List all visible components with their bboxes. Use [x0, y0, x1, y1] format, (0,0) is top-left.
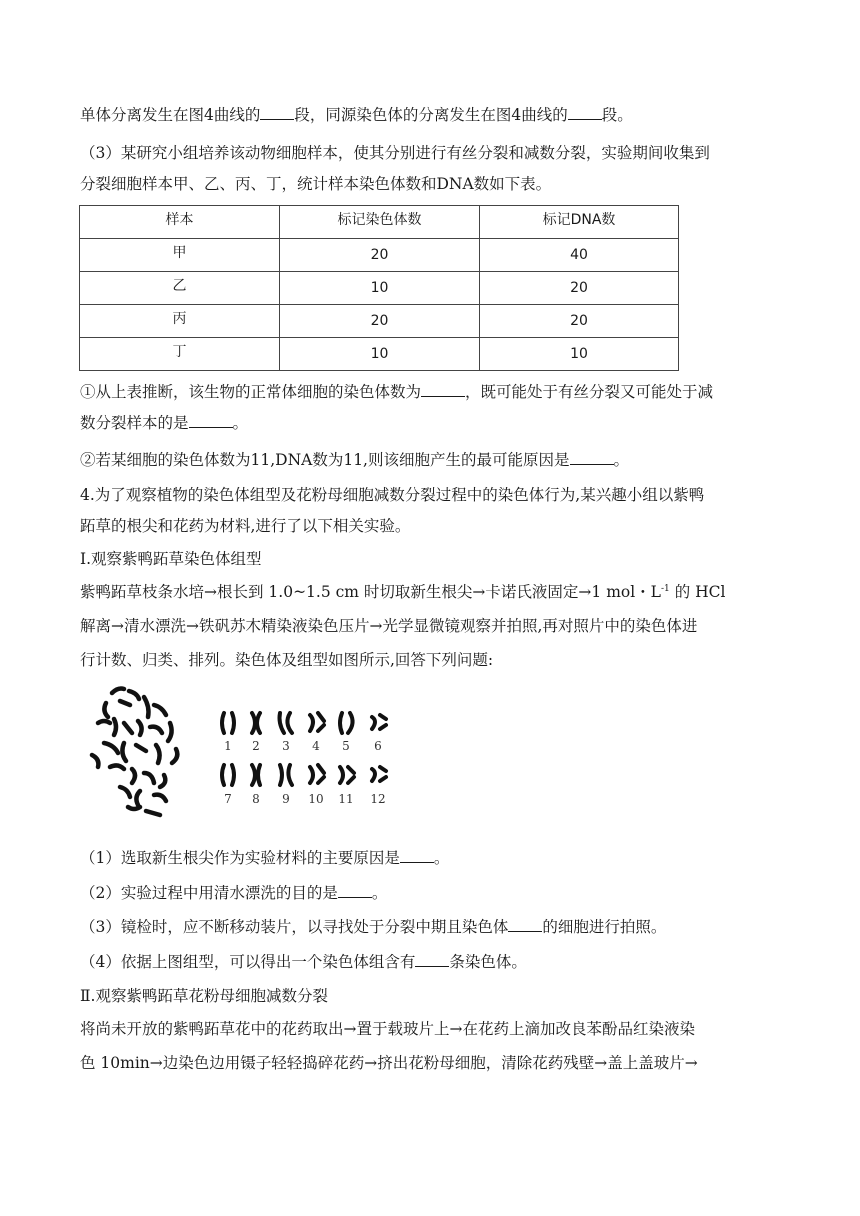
chromosome-karyotype-figure — [84, 683, 414, 829]
karyotype-label: 1 — [224, 739, 232, 753]
karyotype-label: 7 — [224, 792, 232, 806]
text-line: 跖草的根尖和花药为材料,进行了以下相关实验。 — [80, 517, 411, 535]
text-line — [80, 952, 780, 972]
answer-blank[interactable] — [189, 413, 233, 428]
sample-table — [79, 205, 679, 371]
answer-blank[interactable] — [400, 848, 434, 863]
text-line: 将尚未开放的紫鸭跖草花中的花药取出→置于载玻片上→在花药上滴加改良苯酚品红染液染 — [80, 1020, 695, 1038]
text-segment: 的细胞进行拍照。 — [542, 918, 667, 936]
table-cell: 20 — [280, 239, 480, 272]
text-segment: 的 HCl — [669, 583, 726, 601]
text-segment: ，既可能处于有丝分裂又可能处于减 — [465, 383, 714, 401]
table-row — [80, 338, 679, 371]
karyotype-row-bottom — [222, 765, 386, 785]
text-line — [80, 413, 780, 433]
text-line — [80, 105, 780, 125]
text-segment: （3）镜检时，应不断移动装片，以寻找处于分裂中期且染色体 — [80, 918, 509, 936]
table-cell: 丙 — [80, 305, 280, 338]
karyotype-label: 3 — [282, 739, 290, 753]
table-cell: 乙 — [80, 272, 280, 305]
section-heading: Ⅰ.观察紫鸭跖草染色体组型 — [80, 550, 262, 568]
karyotype-label: 6 — [374, 739, 382, 753]
text-segment: （1）选取新生根尖作为实验材料的主要原因是 — [80, 849, 400, 867]
table-cell: 10 — [280, 338, 480, 371]
superscript: -1 — [660, 584, 670, 594]
answer-blank[interactable] — [415, 952, 449, 967]
table-row — [80, 272, 679, 305]
text-line: 色 10min→边染色边用镊子轻轻捣碎花药→挤出花粉母细胞，清除花药残壁→盖上盖玻片→ — [80, 1054, 698, 1072]
table-cell: 10 — [480, 338, 679, 371]
answer-blank[interactable] — [570, 450, 614, 465]
answer-blank[interactable] — [568, 105, 602, 120]
karyotype-label: 8 — [252, 792, 260, 806]
karyotype-label: 2 — [252, 739, 260, 753]
text-segment: 。 — [232, 414, 249, 432]
table-cell: 10 — [280, 272, 480, 305]
answer-blank[interactable] — [421, 382, 465, 397]
karyotype-label: 4 — [312, 739, 320, 753]
karyotype-label: 5 — [342, 739, 350, 753]
metaphase-spread-image — [92, 689, 177, 816]
text-line — [80, 917, 780, 937]
table-header-cell: 标记染色体数 — [280, 206, 480, 239]
answer-blank[interactable] — [508, 917, 542, 932]
text-segment: 数分裂样本的是 — [80, 414, 189, 432]
text-line — [80, 582, 780, 602]
text-segment: ①从上表推断，该生物的正常体细胞的染色体数为 — [80, 383, 422, 401]
text-line: 4.为了观察植物的染色体组型及花粉母细胞减数分裂过程中的染色体行为,某兴趣小组以紫鸭 — [80, 486, 705, 504]
text-segment: 。 — [613, 451, 630, 469]
text-segment: 段。 — [601, 106, 633, 124]
text-segment: 。 — [371, 884, 388, 902]
karyotype-label: 9 — [282, 792, 290, 806]
table-row — [80, 239, 679, 272]
text-segment: （2）实验过程中用清水漂洗的目的是 — [80, 884, 338, 902]
answer-blank[interactable] — [338, 883, 372, 898]
text-segment: 。 — [433, 849, 450, 867]
text-line: 分裂细胞样本甲、乙、丙、丁，统计样本染色体数和DNA数如下表。 — [80, 175, 552, 193]
table-cell: 20 — [480, 305, 679, 338]
table-cell: 20 — [480, 272, 679, 305]
text-line — [80, 848, 780, 868]
karyotype-label: 11 — [338, 792, 354, 806]
table-cell: 40 — [480, 239, 679, 272]
table-header-row — [80, 206, 679, 239]
text-segment: （4）依据上图组型，可以得出一个染色体组含有 — [80, 953, 416, 971]
karyotype-label: 12 — [370, 792, 386, 806]
text-line: 行计数、归类、排列。染色体及组型如图所示,回答下列问题: — [80, 651, 494, 669]
table-header-cell: 样本 — [80, 206, 280, 239]
text-segment: 条染色体。 — [449, 953, 527, 971]
karyotype-label: 10 — [308, 792, 324, 806]
table-cell: 丁 — [80, 338, 280, 371]
table-header-cell: 标记DNA数 — [480, 206, 679, 239]
table-cell: 20 — [280, 305, 480, 338]
text-segment: 段，同源染色体的分离发生在图4曲线的 — [294, 106, 568, 124]
text-segment: 紫鸭跖草枝条水培→根长到 1.0~1.5 cm 时切取新生根尖→卡诺氏液固定→1 mol・L — [80, 583, 661, 601]
karyotype-row-top — [222, 713, 386, 733]
text-line: 解离→清水漂洗→铁矾苏木精染液染色压片→光学显微镜观察并拍照,再对照片中的染色体进 — [80, 617, 698, 635]
section-heading: Ⅱ.观察紫鸭跖草花粉母细胞减数分裂 — [80, 987, 328, 1005]
text-line: （3）某研究小组培养该动物细胞样本，使其分别进行有丝分裂和减数分裂，实验期间收集到 — [80, 144, 710, 162]
table-row — [80, 305, 679, 338]
text-line — [80, 450, 780, 470]
text-segment: 单体分离发生在图4曲线的 — [80, 106, 261, 124]
answer-blank[interactable] — [260, 105, 294, 120]
table-cell: 甲 — [80, 239, 280, 272]
text-segment: ②若某细胞的染色体数为11,DNA数为11,则该细胞产生的最可能原因是 — [80, 451, 570, 469]
text-line — [80, 382, 780, 402]
text-line — [80, 883, 780, 903]
